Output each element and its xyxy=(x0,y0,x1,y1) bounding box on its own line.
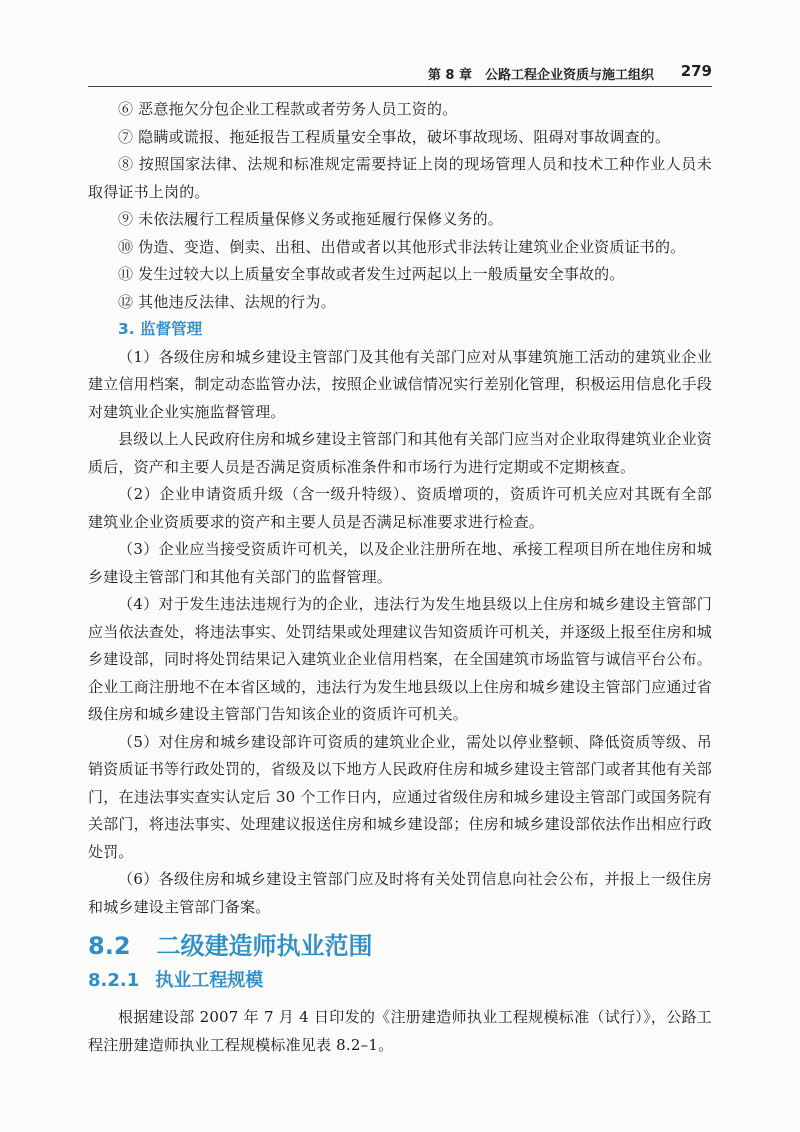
paragraph: （1）各级住房和城乡建设主管部门及其他有关部门应对从事建筑施工活动的建筑业企业建立信用档案，制定动态监管办法，按照企业诚信情况实行差别化管理，积极运用信息化手段对建筑业企业实施监督管理。 xyxy=(88,347,712,421)
body-text xyxy=(88,96,712,921)
paragraph: 县级以上人民政府住房和城乡建设主管部门和其他有关部门应当对企业取得建筑业企业资质后，资产和主要人员是否满足资质标准条件和市场行为进行定期或不定期核查。 xyxy=(88,430,712,476)
section-heading-supervision: 3. 监督管理 xyxy=(118,320,203,338)
paragraph: 根据建设部 2007 年 7 月 4 日印发的《注册建造师执业工程规模标准（试行）》，公路工程注册建造师执业工程规模标准见表 8.2–1。 xyxy=(88,1008,712,1054)
list-item: ⑩ 伪造、变造、倒卖、出租、出借或者以其他形式非法转让建筑业企业资质证书的。 xyxy=(118,237,686,256)
subsection-number: 8.2.1 xyxy=(88,970,140,991)
subsection-title: 执业工程规模 xyxy=(155,970,264,991)
list-item: ⑥ 恶意拖欠分包企业工程款或者劳务人员工资的。 xyxy=(118,100,458,118)
section-number: 8.2 xyxy=(88,932,131,960)
paragraph: （2）企业申请资质升级（含一级升特级）、资质增项的，资质许可机关应对其既有全部建筑业企业资质要求的资产和主要人员是否满足标准要求进行检查。 xyxy=(88,485,712,531)
chapter-title: 第 8 章 公路工程企业资质与施工组织 xyxy=(427,68,654,83)
list-item: ⑧ 按照国家法律、法规和标准规定需要持证上岗的现场管理人员和技术工种作业人员未取得证书上岗的。 xyxy=(88,155,712,201)
list-item: ⑨ 未依法履行工程质量保修义务或拖延履行保修义务的。 xyxy=(118,210,503,228)
paragraph: （5）对住房和城乡建设部许可资质的建筑业企业，需处以停业整顿、降低资质等级、吊销资质证书等行政处罚的，省级及以下地方人民政府住房和城乡建设主管部门或者其他有关部门，在违法事实查实认定后 30 个工作日内，应通过省级住房和城乡建设主管部门或国务院有关部门，将违法事实、处理建议报送住房和城乡建设部；住房和城乡建设部依法作出相应行政处罚。 xyxy=(88,732,712,861)
paragraph: （6）各级住房和城乡建设主管部门应及时将有关处罚信息向社会公布，并报上一级住房和城乡建设主管部门备案。 xyxy=(88,870,712,916)
closing-text xyxy=(88,1004,712,1059)
section-heading-8-2 xyxy=(88,926,373,961)
list-item: ⑦ 隐瞒或谎报、拖延报告工程质量安全事故，破坏事故现场、阻碍对事故调查的。 xyxy=(118,127,671,146)
paragraph: （3）企业应当接受资质许可机关，以及企业注册所在地、承接工程项目所在地住房和城乡建设主管部门和其他有关部门的监督管理。 xyxy=(88,540,712,586)
list-item: ⑫ 其他违反法律、法规的行为。 xyxy=(118,292,336,311)
running-header xyxy=(88,62,712,87)
section-title: 二级建造师执业范围 xyxy=(156,932,373,960)
list-item: ⑪ 发生过较大以上质量安全事故或者发生过两起以上一般质量安全事故的。 xyxy=(118,265,625,283)
paragraph: （4）对于发生违法违规行为的企业，违法行为发生地县级以上住房和城乡建设主管部门应当依法查处，将违法事实、处罚结果或处理建议告知资质许可机关，并逐级上报至住房和城乡建设部，同时将处罚结果记入建筑业企业信用档案，在全国建筑市场监管与诚信平台公布。企业工商注册地不在本省区域的，违法行为发生地县级以上住房和城乡建设主管部门应通过省级住房和城乡建设主管部门告知该企业的资质许可机关。 xyxy=(88,595,712,723)
subsection-heading-8-2-1 xyxy=(88,966,263,992)
page-number: 279 xyxy=(680,62,712,80)
